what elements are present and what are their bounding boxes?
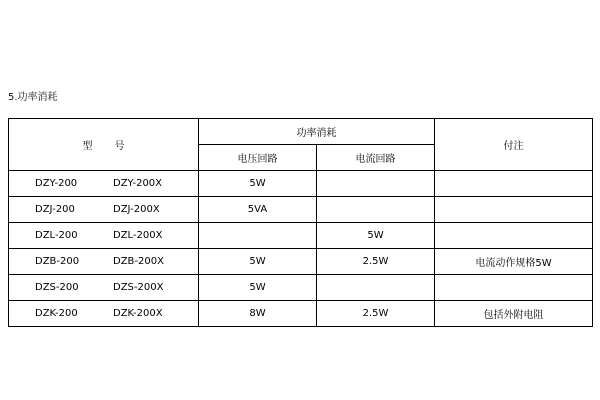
cell-model-a: DZK-200 <box>35 308 78 319</box>
cell-model <box>9 197 199 223</box>
header-voltage-circuit: 电压回路 <box>199 145 317 171</box>
header-model-label: 型 号 <box>82 141 131 152</box>
cell-model <box>9 171 199 197</box>
cell-model <box>9 249 199 275</box>
power-consumption-table-wrapper <box>8 118 592 327</box>
cell-current: 2.5W <box>317 301 435 327</box>
header-power-consumption: 功率消耗 <box>199 119 435 145</box>
cell-model-a: DZB-200 <box>35 256 80 267</box>
table-row <box>9 171 593 197</box>
header-model <box>9 119 199 171</box>
cell-model <box>9 301 199 327</box>
cell-remark <box>435 197 593 223</box>
cell-voltage: 5W <box>199 171 317 197</box>
table-row <box>9 223 593 249</box>
cell-remark: 包括外附电阻 <box>435 301 593 327</box>
header-remark: 付注 <box>435 119 593 171</box>
cell-remark <box>435 171 593 197</box>
cell-voltage <box>199 223 317 249</box>
cell-model <box>9 223 199 249</box>
cell-model-a: DZL-200 <box>35 230 78 241</box>
cell-model-b: DZY-200X <box>113 178 163 189</box>
table-row <box>9 197 593 223</box>
cell-voltage: 5W <box>199 249 317 275</box>
cell-voltage: 8W <box>199 301 317 327</box>
cell-model <box>9 275 199 301</box>
cell-voltage: 5W <box>199 275 317 301</box>
cell-current <box>317 275 435 301</box>
cell-current: 2.5W <box>317 249 435 275</box>
cell-current: 5W <box>317 223 435 249</box>
cell-remark: 电流动作规格5W <box>435 249 593 275</box>
cell-model-a: DZY-200 <box>35 178 78 189</box>
cell-remark <box>435 223 593 249</box>
table-header-row-1 <box>9 119 593 145</box>
cell-model-a: DZS-200 <box>35 282 79 293</box>
cell-current <box>317 171 435 197</box>
header-current-circuit: 电流回路 <box>317 145 435 171</box>
cell-remark <box>435 275 593 301</box>
cell-model-b: DZK-200X <box>113 308 163 319</box>
cell-voltage: 5VA <box>199 197 317 223</box>
cell-model-a: DZJ-200 <box>35 204 75 215</box>
table-row <box>9 275 593 301</box>
cell-model-b: DZL-200X <box>113 230 163 241</box>
cell-current <box>317 197 435 223</box>
table-row <box>9 249 593 275</box>
section-title: 5.功率消耗 <box>8 92 58 103</box>
table-row <box>9 301 593 327</box>
cell-model-b: DZJ-200X <box>113 204 160 215</box>
power-consumption-table <box>8 118 593 327</box>
cell-model-b: DZS-200X <box>113 282 164 293</box>
cell-model-b: DZB-200X <box>113 256 164 267</box>
